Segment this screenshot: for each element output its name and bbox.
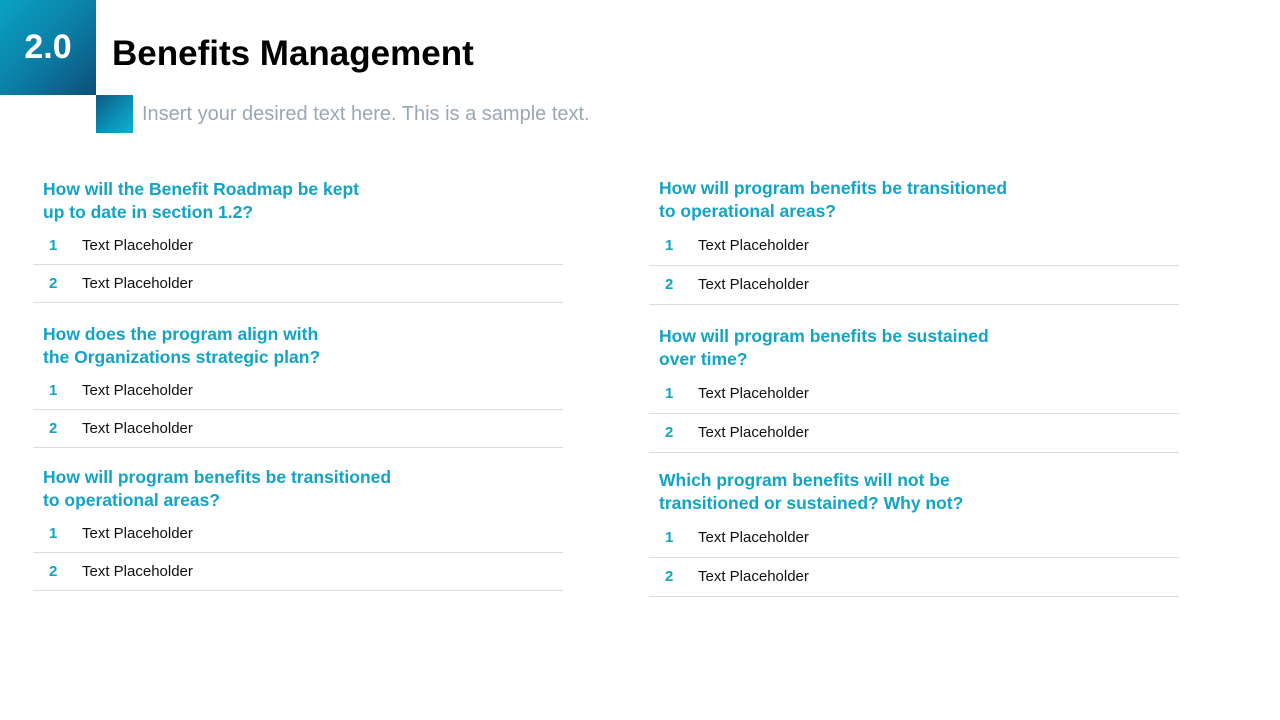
item-number: 1	[665, 528, 674, 546]
question-line: How will the Benefit Roadmap be kept	[43, 179, 360, 199]
item-text: Text Placeholder	[698, 528, 809, 546]
item-number: 2	[49, 563, 58, 580]
item-number: 2	[665, 424, 674, 442]
item-number: 1	[665, 236, 674, 254]
question-line: up to date in section 1.2?	[43, 202, 254, 222]
list-item	[33, 227, 563, 265]
item-text: Text Placeholder	[82, 237, 193, 254]
item-number: 1	[49, 525, 58, 542]
question-block	[33, 178, 563, 303]
item-number: 2	[665, 276, 674, 294]
question-block	[649, 325, 1179, 453]
section-number-badge	[0, 0, 96, 95]
question-line: How will program benefits be transitioned	[43, 467, 392, 487]
question-line: the Organizations strategic plan?	[43, 347, 321, 367]
question-line: to operational areas?	[659, 201, 836, 221]
question-heading	[33, 178, 563, 227]
question-heading	[649, 325, 1179, 374]
question-block	[649, 469, 1179, 597]
question-heading	[33, 466, 563, 515]
list-item	[33, 265, 563, 303]
list-item	[649, 414, 1179, 454]
section-number: 2.0	[24, 28, 72, 66]
item-number: 1	[49, 382, 58, 399]
list-item	[33, 553, 563, 591]
item-text: Text Placeholder	[82, 420, 193, 437]
question-heading	[649, 469, 1179, 518]
list-item	[33, 372, 563, 410]
question-line: transitioned or sustained? Why not?	[659, 493, 964, 513]
item-text: Text Placeholder	[698, 236, 809, 254]
question-line: Which program benefits will not be	[659, 470, 950, 490]
list-item	[649, 226, 1179, 266]
item-text: Text Placeholder	[698, 424, 809, 442]
item-text: Text Placeholder	[698, 384, 809, 402]
item-number: 2	[49, 275, 58, 292]
item-text: Text Placeholder	[82, 275, 193, 292]
list-item	[649, 518, 1179, 558]
question-heading	[649, 177, 1179, 226]
list-item	[649, 266, 1179, 306]
item-text: Text Placeholder	[698, 568, 809, 586]
page-subtitle: Insert your desired text here. This is a sample text.	[142, 103, 590, 125]
list-item	[33, 410, 563, 448]
list-item	[649, 374, 1179, 414]
decorative-square	[96, 95, 133, 133]
item-number: 2	[49, 420, 58, 437]
item-number: 1	[665, 384, 674, 402]
question-heading	[33, 323, 563, 372]
item-text: Text Placeholder	[698, 276, 809, 294]
list-item	[649, 558, 1179, 598]
question-block	[33, 323, 563, 448]
question-line: How will program benefits be transitioned	[659, 178, 1008, 198]
item-text: Text Placeholder	[82, 525, 193, 542]
question-line: How will program benefits be sustained	[659, 326, 989, 346]
question-line: How does the program align with	[43, 324, 319, 344]
list-item	[33, 515, 563, 553]
item-text: Text Placeholder	[82, 563, 193, 580]
page-title: Benefits Management	[112, 34, 474, 73]
item-text: Text Placeholder	[82, 382, 193, 399]
question-block	[33, 466, 563, 591]
item-number: 1	[49, 237, 58, 254]
question-line: to operational areas?	[43, 490, 220, 510]
question-line: over time?	[659, 349, 748, 369]
item-number: 2	[665, 568, 674, 586]
question-block	[649, 177, 1179, 305]
